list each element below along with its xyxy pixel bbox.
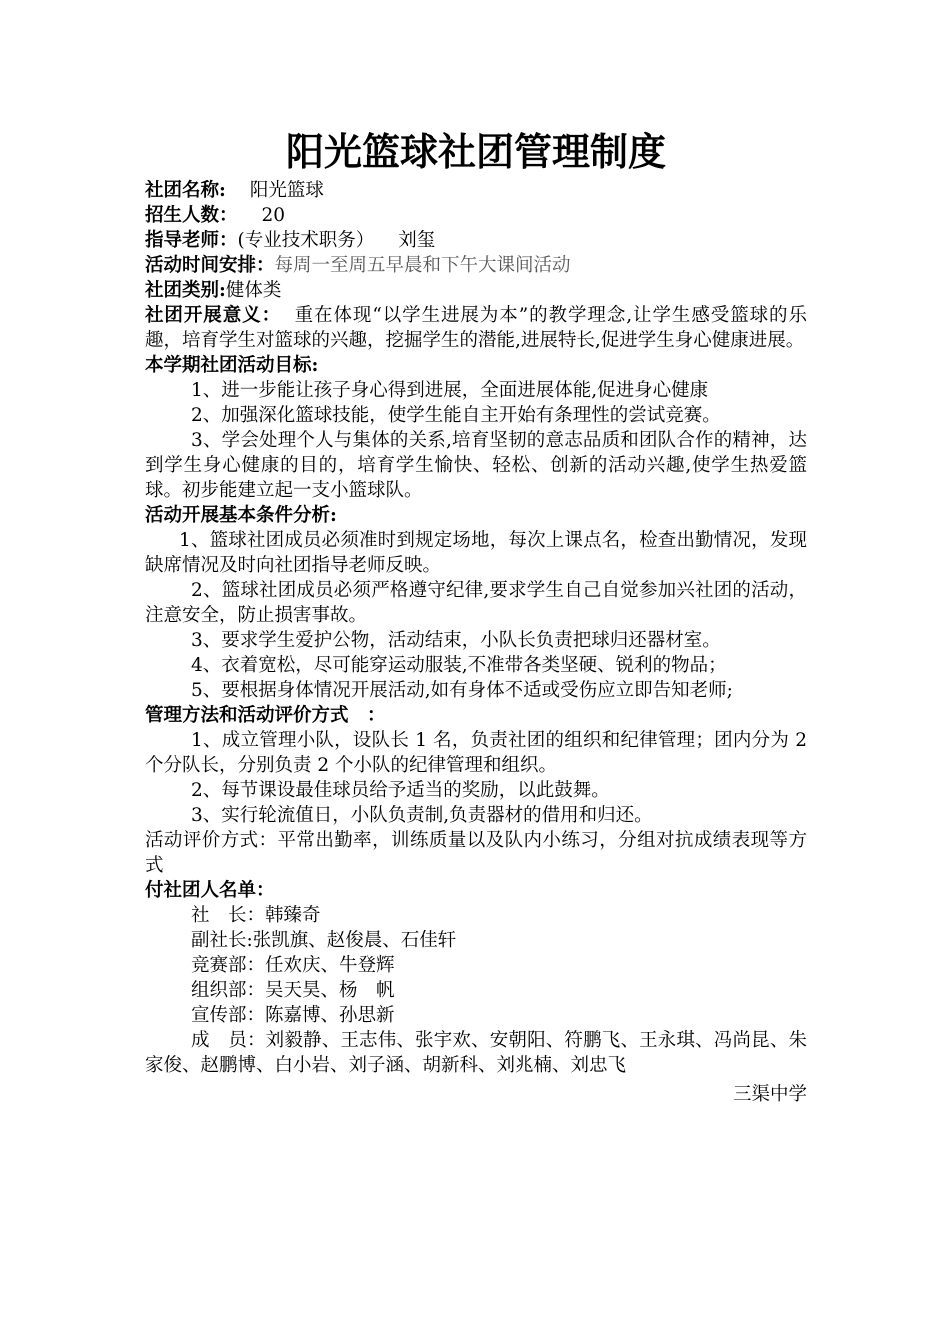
teacher-value: 刘玺 xyxy=(398,230,436,251)
condition-item: 3、要求学生爱护公物，活动结束，小队长负责把球归还器材室。 xyxy=(191,630,721,651)
schedule-value: 每周一至周五早晨和下午大课间活动 xyxy=(274,255,571,276)
management-item: 1、成立管理小队，设队长 1 名，负责社团的组织和纪律管理；团内分为 2 个分队长，分别负责 2 个小队的纪律管理和组织。 xyxy=(145,730,807,776)
enrollment-row xyxy=(145,203,807,228)
conditions-heading: 活动开展基本条件分析: xyxy=(145,505,337,526)
enrollment-value: 20 xyxy=(261,205,286,226)
management-item: 2、每节课设最佳球员给予适当的奖励，以此鼓舞。 xyxy=(191,780,610,801)
condition-item: 2、篮球社团成员必须严格遵守纪律,要求学生自己自觉参加兴社团的活动，注意安全，防止损害事故。 xyxy=(145,580,807,626)
roster-president: 社 长：韩臻奇 xyxy=(191,905,321,926)
schedule-label: 活动时间安排： xyxy=(145,255,275,276)
management-item: 3、实行轮流值日，小队负责制,负责器材的借用和归还。 xyxy=(191,805,653,826)
condition-item: 1、篮球社团成员必须准时到规定场地，每次上课点名，检查出勤情况，发现缺席情况及时向社团指导老师反映。 xyxy=(145,530,807,576)
condition-item: 5、要根据身体情况开展活动,如有身体不适或受伤应立即告知老师; xyxy=(191,680,733,701)
management-heading: 管理方法和活动评价方式 ： xyxy=(145,705,386,726)
signature: 三渠中学 xyxy=(732,1084,807,1105)
roster-members: 成 员：刘毅静、王志伟、张宇欢、安朝阳、符鹏飞、王永琪、冯尚昆、朱家俊、赵鹏博、白小岩、刘子涵、胡新科、刘兆楠、刘忠飞 xyxy=(145,1030,807,1076)
roster-vice: 副社长:张凯旗、赵俊晨、石佳轩 xyxy=(191,930,457,951)
category-row xyxy=(145,278,807,303)
meaning-paragraph xyxy=(145,303,807,353)
evaluation-paragraph: 活动评价方式：平常出勤率，训练质量以及队内小练习，分组对抗成绩表现等方式 xyxy=(145,830,807,876)
document-page xyxy=(145,128,807,1107)
roster-heading: 付社团人名单： xyxy=(145,880,275,901)
roster-organization: 组织部：吴天昊、杨 帆 xyxy=(191,980,395,1001)
club-name-value: 阳光篮球 xyxy=(249,180,324,201)
goal-item: 2、加强深化篮球技能，使学生能自主开始有条理性的尝试竞赛。 xyxy=(191,405,721,426)
roster-publicity: 宣传部：陈嘉博、孙思新 xyxy=(191,1005,395,1026)
goals-heading: 本学期社团活动目标: xyxy=(145,355,319,376)
teacher-title: (专业技术职务） xyxy=(237,230,375,251)
document-title: 阳光篮球社团管理制度 xyxy=(285,129,666,174)
club-name-row xyxy=(145,178,807,203)
meaning-value: 重在体现“以学生进展为本”的教学理念,让学生感受篮球的乐趣，培育学生对篮球的兴趣，挖掘学生的潜能,进展特长,促进学生身心健康进展。 xyxy=(145,305,807,351)
condition-item: 4、衣着宽松，尽可能穿运动服装,不准带各类坚硬、锐利的物品； xyxy=(191,655,727,676)
club-name-label: 社团名称: xyxy=(145,180,226,201)
goal-item: 3、学会处理个人与集体的关系,培育坚韧的意志品质和团队合作的精神，达到学生身心健康的目的，培育学生愉快、轻松、创新的活动兴趣,使学生热爱篮球。初步能建立起一支小篮球队。 xyxy=(145,430,807,501)
schedule-row xyxy=(145,253,807,278)
teacher-label: 指导老师： xyxy=(145,230,238,251)
goal-item: 1、进一步能让孩子身心得到进展，全面进展体能,促进身心健康 xyxy=(191,380,709,401)
enrollment-label: 招生人数： xyxy=(145,205,238,226)
teacher-row xyxy=(145,228,807,253)
category-label: 社团类别: xyxy=(145,280,226,301)
roster-competition: 竞赛部：任欢庆、牛登辉 xyxy=(191,955,395,976)
meaning-label: 社团开展意义： xyxy=(145,305,281,326)
category-value: 健体类 xyxy=(225,280,282,301)
